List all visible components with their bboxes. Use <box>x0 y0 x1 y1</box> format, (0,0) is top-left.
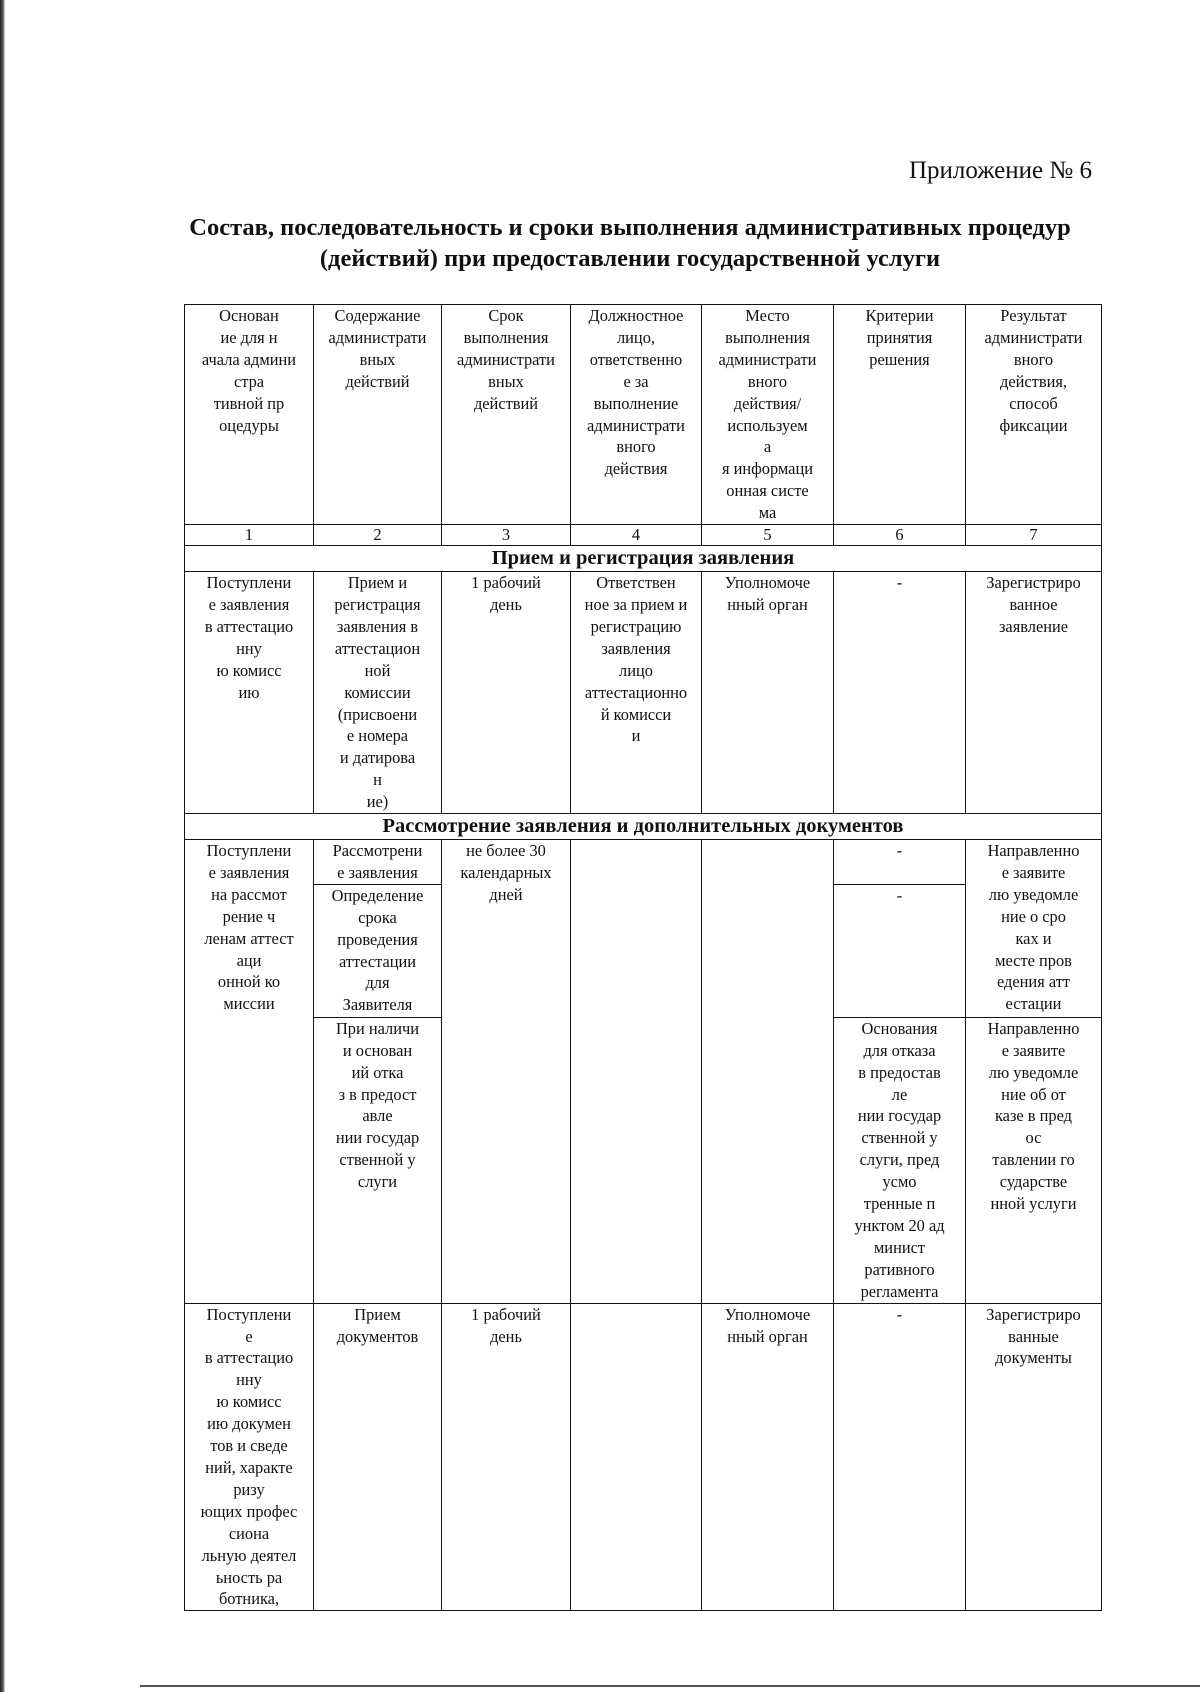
content-cell: Прием и регистрация заявления в аттестацион ной комиссии (присвоени е номера и датирова н ие) <box>314 572 442 814</box>
column-number: 4 <box>571 525 702 546</box>
section-title: Прием и регистрация заявления <box>185 546 1102 572</box>
content-cell: При наличи и основан ий отка з в предост авле нии государ ственной у слуги <box>314 1017 442 1303</box>
appendix-label: Приложение № 6 <box>908 157 1092 184</box>
result-cell: Зарегистриро ванные документы <box>966 1303 1102 1611</box>
place-cell: Уполномоче нный орган <box>702 572 834 814</box>
term-cell: не более 30 календарных дней <box>442 840 571 1304</box>
criteria-cell: - <box>834 884 966 1017</box>
basis-cell: Поступлени е заявления в аттестацио нну ю комисс ию <box>185 572 314 814</box>
official-cell: Ответствен ное за прием и регистрацию заявления лицо аттестационно й комисси и <box>571 572 702 814</box>
header-cell: Результат администрати вного действия, способ фиксации <box>966 305 1102 525</box>
header-cell: Критерии принятия решения <box>834 305 966 525</box>
table-row <box>185 1303 1102 1611</box>
result-cell: Направленно е заявите лю уведомле ние о сро ках и месте пров едения атт естации <box>966 840 1102 1018</box>
scan-edge <box>140 1685 1200 1687</box>
table-row <box>185 840 1102 885</box>
place-cell: Уполномоче нный орган <box>702 1303 834 1611</box>
basis-cell: Поступлени е в аттестацио нну ю комисс ию докумен тов и сведе ний, характе ризу ющих профес сиона льную деятел ьность ра ботника, <box>185 1303 314 1611</box>
table-row <box>185 572 1102 814</box>
content-cell: Прием документов <box>314 1303 442 1611</box>
header-cell: Место выполнения администрати вного действия/ используем а я информаци онная систе ма <box>702 305 834 525</box>
result-cell: Направленно е заявите лю уведомле ние об от казе в пред ос тавлении го сударстве нной услуги <box>966 1017 1102 1303</box>
procedures-table <box>184 304 1102 1611</box>
header-cell: Срок выполнения администрати вных действий <box>442 305 571 525</box>
criteria-cell: - <box>834 572 966 814</box>
criteria-cell: - <box>834 1303 966 1611</box>
criteria-cell: - <box>834 840 966 885</box>
header-cell: Содержание администрати вных действий <box>314 305 442 525</box>
official-cell <box>571 1303 702 1611</box>
column-number: 2 <box>314 525 442 546</box>
column-number: 6 <box>834 525 966 546</box>
section-row <box>185 546 1102 572</box>
official-cell <box>571 840 702 1304</box>
column-number: 7 <box>966 525 1102 546</box>
column-number-row <box>185 525 1102 546</box>
criteria-cell: Основания для отказа в предостав ле нии государ ственной у слуги, пред усмо тренные п унктом 20 ад минист ративного регламента <box>834 1017 966 1303</box>
column-number: 5 <box>702 525 834 546</box>
scan-edge <box>0 0 5 1692</box>
column-number: 3 <box>442 525 571 546</box>
term-cell: 1 рабочий день <box>442 1303 571 1611</box>
column-number: 1 <box>185 525 314 546</box>
section-title: Рассмотрение заявления и дополнительных документов <box>185 814 1102 840</box>
content-cell: Рассмотрени е заявления <box>314 840 442 885</box>
term-cell: 1 рабочий день <box>442 572 571 814</box>
result-cell: Зарегистриро ванное заявление <box>966 572 1102 814</box>
header-cell: Основан ие для н ачала админи стра тивной пр оцедуры <box>185 305 314 525</box>
document-title: Состав, последовательность и сроки выполнения административных процедур (действий) при предоставлении государственной услуги <box>189 214 1071 272</box>
place-cell <box>702 840 834 1304</box>
basis-cell: Поступлени е заявления на рассмот рение ч ленам аттест аци онной ко миссии <box>185 840 314 1304</box>
content-cell: Определение срока проведения аттестации для Заявителя <box>314 884 442 1017</box>
section-row <box>185 814 1102 840</box>
header-row <box>185 305 1102 525</box>
header-cell: Должностное лицо, ответственно е за выполнение администрати вного действия <box>571 305 702 525</box>
